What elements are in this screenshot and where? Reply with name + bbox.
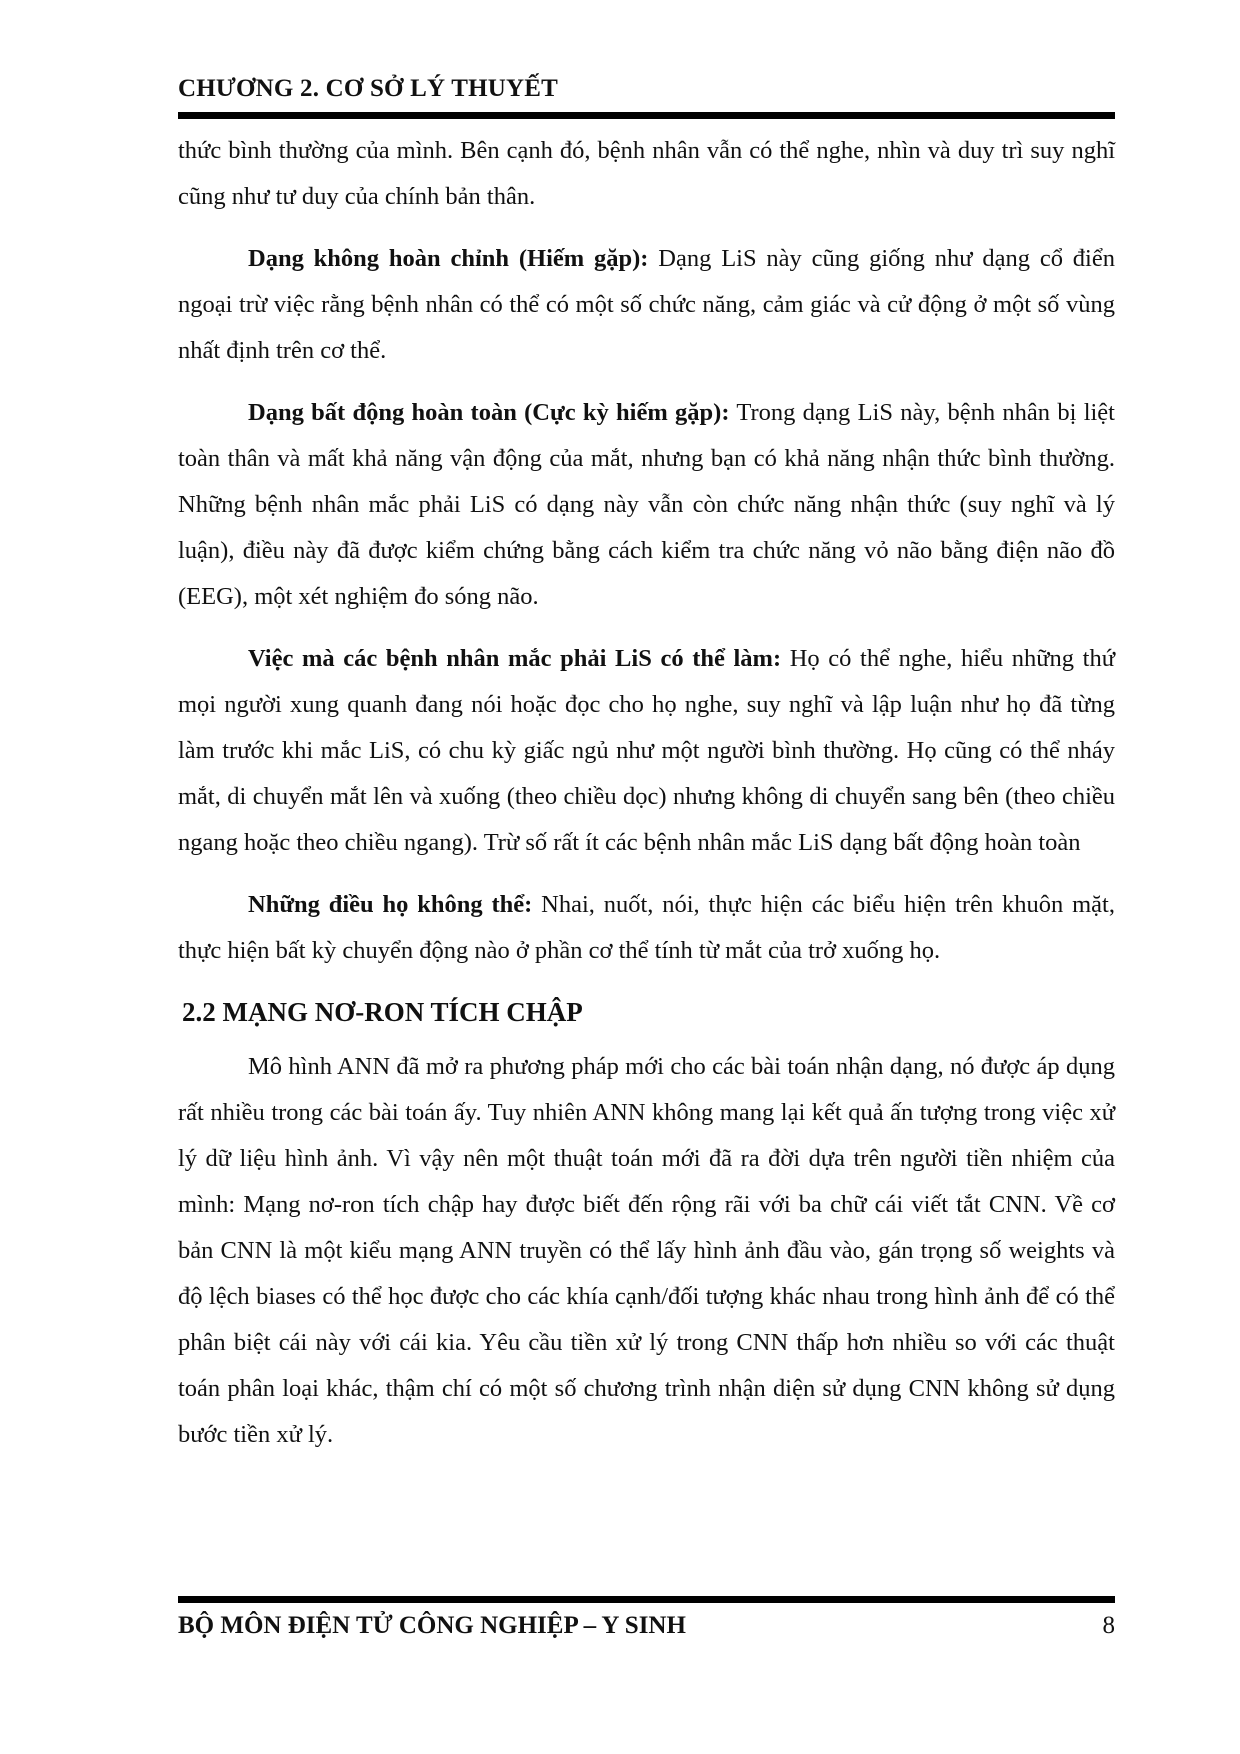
- header-divider: [178, 112, 1115, 119]
- section-body-paragraph: Mô hình ANN đã mở ra phương pháp mới cho các bài toán nhận dạng, nó được áp dụng rất nhiều trong các bài toán ấy. Tuy nhiên ANN không mang lại kết quả ấn tượng trong việc xử lý dữ liệu hình ảnh. Vì vậy nên một thuật toán mới đã ra đời dựa trên người tiền nhiệm của mình: Mạng nơ-ron tích chập hay được biết đến rộng rãi với ba chữ cái viết tắt CNN. Về cơ bản CNN là một kiểu mạng ANN truyền có thể lấy hình ảnh đầu vào, gán trọng số weights và độ lệch biases có thể học được cho các khía cạnh/đối tượng khác nhau trong hình ảnh để có thể phân biệt cái này với cái kia. Yêu cầu tiền xử lý trong CNN thấp hơn nhiều so với các thuật toán phân loại khác, thậm chí có một số chương trình nhận diện sử dụng CNN không sử dụng bước tiền xử lý.: [178, 1053, 1115, 1448]
- section-heading: 2.2 MẠNG NƠ-RON TÍCH CHẬP: [182, 997, 583, 1027]
- paragraph-continued: thức bình thường của mình. Bên cạnh đó, bệnh nhân vẫn có thể nghe, nhìn và duy trì suy nghĩ cũng như tư duy của chính bản thân.: [178, 137, 1115, 210]
- paragraph-can-do: [178, 636, 1115, 866]
- paragraph-label: Việc mà các bệnh nhân mắc phải LiS có thể làm:: [248, 645, 782, 672]
- chapter-title: CHƯƠNG 2. CƠ SỞ LÝ THUYẾT: [178, 75, 559, 102]
- page-footer: [178, 1596, 1115, 1643]
- department-name: BỘ MÔN ĐIỆN TỬ CÔNG NGHIỆP – Y SINH: [178, 1612, 686, 1639]
- page-body: [178, 128, 1115, 1474]
- paragraph-total-type: [178, 390, 1115, 620]
- paragraph-text: Họ có thể nghe, hiểu những thứ mọi người xung quanh đang nói hoặc đọc cho họ nghe, suy nghĩ và lập luận như họ đã từng làm trước khi mắc LiS, có chu kỳ giấc ngủ như một người bình thường. Họ cũng có thể nháy mắt, di chuyển mắt lên và xuống (theo chiều dọc) nhưng không di chuyển sang bên (theo chiều ngang hoặc theo chiều ngang). Trừ số rất ít các bệnh nhân mắc LiS dạng bất động hoàn toàn: [178, 645, 1115, 856]
- page-header: [178, 72, 1115, 119]
- paragraph-text: Nhai, nuốt, nói, thực hiện các biểu hiện trên khuôn mặt, thực hiện bất kỳ chuyển động nào ở phần cơ thể tính từ mắt của trở xuống họ.: [178, 891, 1115, 964]
- paragraph-label: Dạng không hoàn chỉnh (Hiếm gặp):: [248, 245, 649, 272]
- paragraph-cannot-do: [178, 882, 1115, 974]
- paragraph-label: Dạng bất động hoàn toàn (Cực kỳ hiếm gặp):: [248, 399, 730, 426]
- page-number: 8: [1102, 1612, 1115, 1639]
- footer-divider: [178, 1596, 1115, 1603]
- paragraph-text: Trong dạng LiS này, bệnh nhân bị liệt toàn thân và mất khả năng vận động của mắt, nhưng bạn có khả năng nhận thức bình thường. Những bệnh nhân mắc phải LiS có dạng này vẫn còn chức năng nhận thức (suy nghĩ và lý luận), điều này đã được kiểm chứng bằng cách kiểm tra chức năng vỏ não bằng điện não đồ (EEG), một xét nghiệm đo sóng não.: [178, 399, 1115, 610]
- paragraph-label: Những điều họ không thể:: [248, 891, 533, 918]
- paragraph-text: Dạng LiS này cũng giống như dạng cổ điển ngoại trừ việc rằng bệnh nhân có thể có một số chức năng, cảm giác và cử động ở một số vùng nhất định trên cơ thể.: [178, 245, 1115, 364]
- footer-row: [178, 1609, 1115, 1643]
- paragraph-incomplete-type: [178, 236, 1115, 374]
